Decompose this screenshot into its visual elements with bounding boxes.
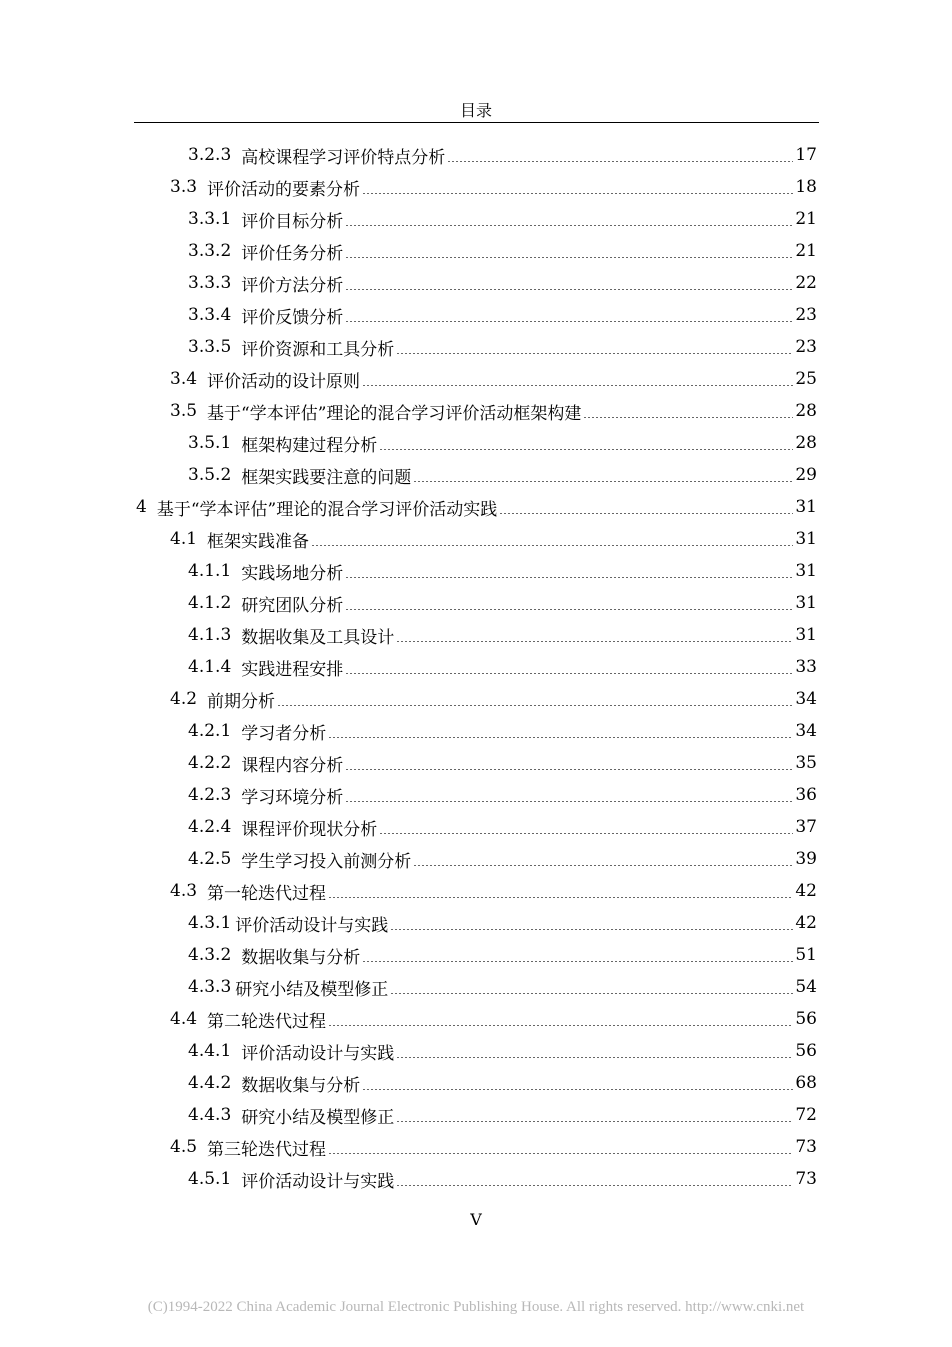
toc-entry[interactable] <box>188 331 817 363</box>
toc-entry-page: 73 <box>795 1137 817 1157</box>
toc-entry-page: 31 <box>795 497 817 517</box>
toc-entry-page: 23 <box>795 305 817 325</box>
toc-entry-number: 4.2.2 <box>188 753 232 773</box>
toc-entry-number: 4.1.1 <box>188 561 232 581</box>
copyright-notice: (C)1994-2022 China Academic Journal Electronic Publishing House. All rights reserved. http://www.cnki.net <box>147 1299 805 1315</box>
toc-entry-title: 评价任务分析 <box>241 243 344 264</box>
toc-entry[interactable] <box>170 1003 817 1035</box>
toc-entry-page: 25 <box>795 369 817 389</box>
toc-entry-page: 31 <box>795 593 817 613</box>
toc-entry-title: 实践进程安排 <box>241 659 344 680</box>
toc-entry-page: 56 <box>795 1009 817 1029</box>
toc-entry-title: 学习者分析 <box>241 723 327 744</box>
toc-entry-number: 4 <box>136 497 147 517</box>
toc-entry[interactable] <box>188 1035 817 1067</box>
toc-entry-number: 3.5.1 <box>188 433 232 453</box>
toc-entry-number: 3.3.2 <box>188 241 232 261</box>
toc-dot-leader <box>583 417 793 418</box>
toc-dot-leader <box>345 257 793 258</box>
toc-entry-number: 4.3.1 <box>188 913 232 933</box>
toc-entry-page: 31 <box>795 561 817 581</box>
toc-entry-page: 17 <box>795 145 817 165</box>
toc-dot-leader <box>447 161 793 162</box>
toc-entry-number: 4.2.4 <box>188 817 232 837</box>
toc-entry[interactable] <box>188 811 817 843</box>
toc-dot-leader <box>396 1185 793 1186</box>
toc-dot-leader <box>362 385 793 386</box>
toc-entry-title: 数据收集与分析 <box>241 1075 361 1096</box>
toc-entry[interactable] <box>188 843 817 875</box>
toc-entry-page: 34 <box>795 689 817 709</box>
toc-entry-page: 33 <box>795 657 817 677</box>
toc-dot-leader <box>390 993 793 994</box>
toc-entry-number: 4.3 <box>170 881 198 901</box>
toc-entry-title: 前期分析 <box>207 691 276 712</box>
toc-entry-title: 学习环境分析 <box>241 787 344 808</box>
header-rule <box>134 122 819 123</box>
toc-entry-title: 研究小结及模型修正 <box>235 979 389 1000</box>
toc-entry-title: 第三轮迭代过程 <box>207 1139 327 1160</box>
toc-entry-page: 23 <box>795 337 817 357</box>
toc-entry[interactable] <box>188 907 817 939</box>
toc-dot-leader <box>345 673 793 674</box>
toc-entry-title: 评价方法分析 <box>241 275 344 296</box>
toc-dot-leader <box>396 641 793 642</box>
toc-dot-leader <box>311 545 793 546</box>
toc-entry-number: 4.3.3 <box>188 977 232 997</box>
toc-entry[interactable] <box>188 299 817 331</box>
toc-dot-leader <box>277 705 793 706</box>
toc-entry-number: 3.3.4 <box>188 305 232 325</box>
toc-dot-leader <box>499 513 793 514</box>
toc-entry-number: 4.2.5 <box>188 849 232 869</box>
toc-entry-number: 4.5.1 <box>188 1169 232 1189</box>
toc-entry-title: 实践场地分析 <box>241 563 344 584</box>
toc-entry-page: 31 <box>795 625 817 645</box>
toc-entry-number: 4.2 <box>170 689 198 709</box>
toc-entry-page: 54 <box>795 977 817 997</box>
toc-entry[interactable] <box>170 171 817 203</box>
toc-entry-page: 56 <box>795 1041 817 1061</box>
toc-entry-number: 4.1.2 <box>188 593 232 613</box>
toc-dot-leader <box>345 289 793 290</box>
toc-entry[interactable] <box>170 363 817 395</box>
toc-entry-title: 课程内容分析 <box>241 755 344 776</box>
toc-entry-title: 数据收集与分析 <box>241 947 361 968</box>
toc-entry[interactable] <box>170 875 817 907</box>
toc-entry-title: 基于“学本评估”理论的混合学习评价活动实践 <box>156 499 498 520</box>
toc-entry-title: 框架实践准备 <box>207 531 310 552</box>
toc-dot-leader <box>345 769 793 770</box>
toc-dot-leader <box>328 1025 793 1026</box>
toc-dot-leader <box>328 1153 793 1154</box>
toc-entry[interactable] <box>188 619 817 651</box>
toc-entry-number: 4.2.3 <box>188 785 232 805</box>
toc-entry-title: 课程评价现状分析 <box>241 819 378 840</box>
toc-entry-number: 3.4 <box>170 369 198 389</box>
toc-entry-page: 36 <box>795 785 817 805</box>
toc-entry[interactable] <box>188 203 817 235</box>
toc-entry[interactable] <box>188 1163 817 1195</box>
toc-entry-title: 高校课程学习评价特点分析 <box>241 147 446 168</box>
toc-dot-leader <box>345 577 793 578</box>
toc-entry-number: 4.4.2 <box>188 1073 232 1093</box>
toc-entry[interactable] <box>188 779 817 811</box>
toc-entry-number: 3.3 <box>170 177 198 197</box>
page-number: V <box>470 1210 482 1229</box>
toc-entry[interactable] <box>188 939 817 971</box>
toc-dot-leader <box>345 321 793 322</box>
toc-entry[interactable] <box>188 139 817 171</box>
toc-entry-title: 数据收集及工具设计 <box>241 627 395 648</box>
toc-entry-page: 51 <box>795 945 817 965</box>
toc-dot-leader <box>396 353 793 354</box>
toc-entry[interactable] <box>170 395 817 427</box>
toc-entry-title: 评价活动设计与实践 <box>235 915 389 936</box>
toc-entry-number: 3.3.3 <box>188 273 232 293</box>
toc-entry[interactable] <box>188 587 817 619</box>
toc-entry-title: 学生学习投入前测分析 <box>241 851 412 872</box>
toc-entry-title: 框架构建过程分析 <box>241 435 378 456</box>
toc-entry-number: 3.3.5 <box>188 337 232 357</box>
toc-entry-page: 34 <box>795 721 817 741</box>
toc-entry[interactable] <box>188 971 817 1003</box>
toc-entry-page: 68 <box>795 1073 817 1093</box>
toc-entry-page: 18 <box>795 177 817 197</box>
toc-entry-page: 31 <box>795 529 817 549</box>
toc-entry-title: 研究团队分析 <box>241 595 344 616</box>
toc-entry[interactable] <box>188 715 817 747</box>
toc-entry-page: 21 <box>795 209 817 229</box>
toc-entry[interactable] <box>188 1099 817 1131</box>
toc-entry-number: 3.2.3 <box>188 145 232 165</box>
toc-entry-number: 3.5 <box>170 401 198 421</box>
toc-entry-number: 4.1 <box>170 529 198 549</box>
toc-entry-number: 4.3.2 <box>188 945 232 965</box>
toc-dot-leader <box>345 801 793 802</box>
toc-entry-title: 基于“学本评估”理论的混合学习评价活动框架构建 <box>207 403 582 424</box>
toc-entry-number: 4.1.3 <box>188 625 232 645</box>
toc-dot-leader <box>390 929 793 930</box>
toc-entry-page: 21 <box>795 241 817 261</box>
toc-entry[interactable] <box>170 1131 817 1163</box>
toc-entry-number: 4.4.1 <box>188 1041 232 1061</box>
toc-dot-leader <box>362 961 793 962</box>
toc-entry-title: 框架实践要注意的问题 <box>241 467 412 488</box>
toc-entry-page: 28 <box>795 433 817 453</box>
toc-entry-title: 评价活动设计与实践 <box>241 1171 395 1192</box>
toc-entry-number: 4.2.1 <box>188 721 232 741</box>
toc-entry-title: 评价资源和工具分析 <box>241 339 395 360</box>
toc-dot-leader <box>396 1057 793 1058</box>
toc-entry[interactable] <box>188 235 817 267</box>
toc-dot-leader <box>345 225 793 226</box>
toc-entry-number: 4.4.3 <box>188 1105 232 1125</box>
toc-entry[interactable] <box>188 1067 817 1099</box>
toc-entry[interactable] <box>170 683 817 715</box>
toc-entry[interactable] <box>188 459 817 491</box>
toc-dot-leader <box>328 897 793 898</box>
toc-dot-leader <box>379 833 793 834</box>
toc-entry-title: 研究小结及模型修正 <box>241 1107 395 1128</box>
toc-entry-page: 22 <box>795 273 817 293</box>
toc-entry[interactable] <box>188 267 817 299</box>
toc-dot-leader <box>396 1121 793 1122</box>
toc-entry-page: 42 <box>795 881 817 901</box>
toc-entry-page: 37 <box>795 817 817 837</box>
toc-dot-leader <box>345 609 793 610</box>
toc-entry-title: 评价活动的要素分析 <box>207 179 361 200</box>
toc-entry-page: 42 <box>795 913 817 933</box>
toc-entry-page: 28 <box>795 401 817 421</box>
toc-entry-number: 3.3.1 <box>188 209 232 229</box>
toc-entry-page: 29 <box>795 465 817 485</box>
toc-entry-page: 35 <box>795 753 817 773</box>
toc-entry-number: 4.4 <box>170 1009 198 1029</box>
toc-entry-page: 72 <box>795 1105 817 1125</box>
toc-entry-page: 39 <box>795 849 817 869</box>
toc-dot-leader <box>413 865 793 866</box>
toc-entry[interactable] <box>136 491 817 523</box>
toc-entry-title: 评价活动的设计原则 <box>207 371 361 392</box>
toc-entry-page: 73 <box>795 1169 817 1189</box>
toc-entry[interactable] <box>170 523 817 555</box>
toc-entry-title: 评价活动设计与实践 <box>241 1043 395 1064</box>
toc-entry-number: 4.1.4 <box>188 657 232 677</box>
toc-dot-leader <box>413 481 793 482</box>
toc-entry-number: 3.5.2 <box>188 465 232 485</box>
toc-dot-leader <box>379 449 793 450</box>
toc-entry[interactable] <box>188 747 817 779</box>
toc-entry-number: 4.5 <box>170 1137 198 1157</box>
page-header-title: 目录 <box>459 101 492 120</box>
toc-dot-leader <box>362 1089 793 1090</box>
toc-entry[interactable] <box>188 651 817 683</box>
toc-entry[interactable] <box>188 555 817 587</box>
toc-entry-title: 评价反馈分析 <box>241 307 344 328</box>
toc-entry[interactable] <box>188 427 817 459</box>
toc-entry-title: 第一轮迭代过程 <box>207 883 327 904</box>
toc-dot-leader <box>362 193 793 194</box>
toc-entry-title: 第二轮迭代过程 <box>207 1011 327 1032</box>
toc-dot-leader <box>328 737 793 738</box>
toc-entry-title: 评价目标分析 <box>241 211 344 232</box>
